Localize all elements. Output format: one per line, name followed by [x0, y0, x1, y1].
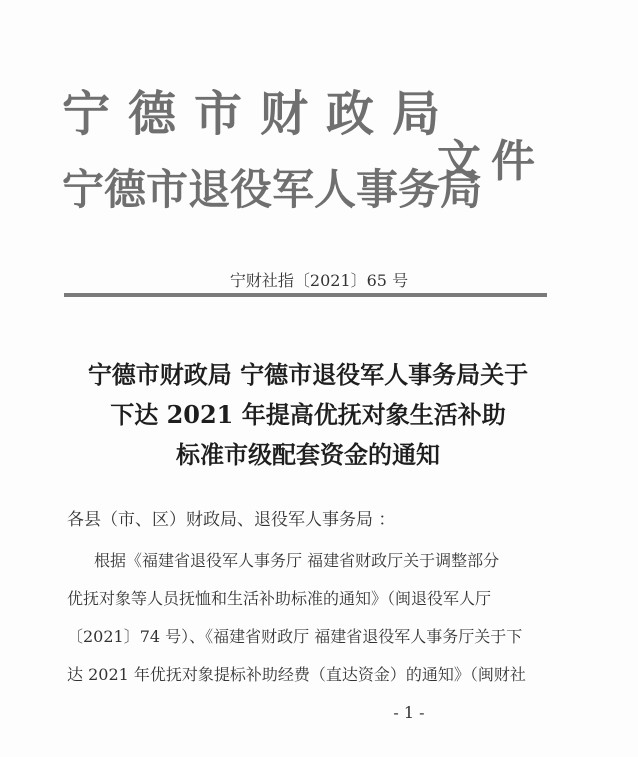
body-line: 达 2021 年优抚对象提标补助经费（直达资金）的通知》（闽财社 — [67, 665, 526, 684]
title-line: 宁德市财政局 宁德市退役军人事务局关于 — [87, 360, 529, 389]
page-number: - 1 - — [393, 703, 425, 722]
title-line: 下达 2021 年提高优抚对象生活补助 — [110, 400, 506, 429]
document-header — [62, 75, 562, 225]
issuer-finance-bureau: 宁德市财政局 — [62, 86, 459, 142]
body-line: 根据《福建省退役军人事务厅 福建省财政厅关于调整部分 — [94, 551, 500, 570]
title-line: 标准市级配套资金的通知 — [176, 440, 440, 469]
recipient-line: 各县（市、区）财政局、退役军人事务局 ： — [67, 510, 396, 530]
body-line: 〔2021〕74 号）、《福建省财政厅 福建省退役军人事务厅关于下 — [67, 627, 523, 646]
document-title — [48, 355, 568, 475]
issuer-veterans-bureau: 宁德市退役军人事务局 — [62, 165, 483, 214]
header-divider — [64, 293, 547, 297]
body-line: 优抚对象等人员抚恤和生活补助标准的通知》（闽退役军人厅 — [67, 589, 492, 608]
document-number: 宁财社指〔2021〕65 号 — [229, 271, 409, 290]
body-paragraph — [67, 542, 547, 694]
document-label: 文件 — [437, 136, 545, 187]
